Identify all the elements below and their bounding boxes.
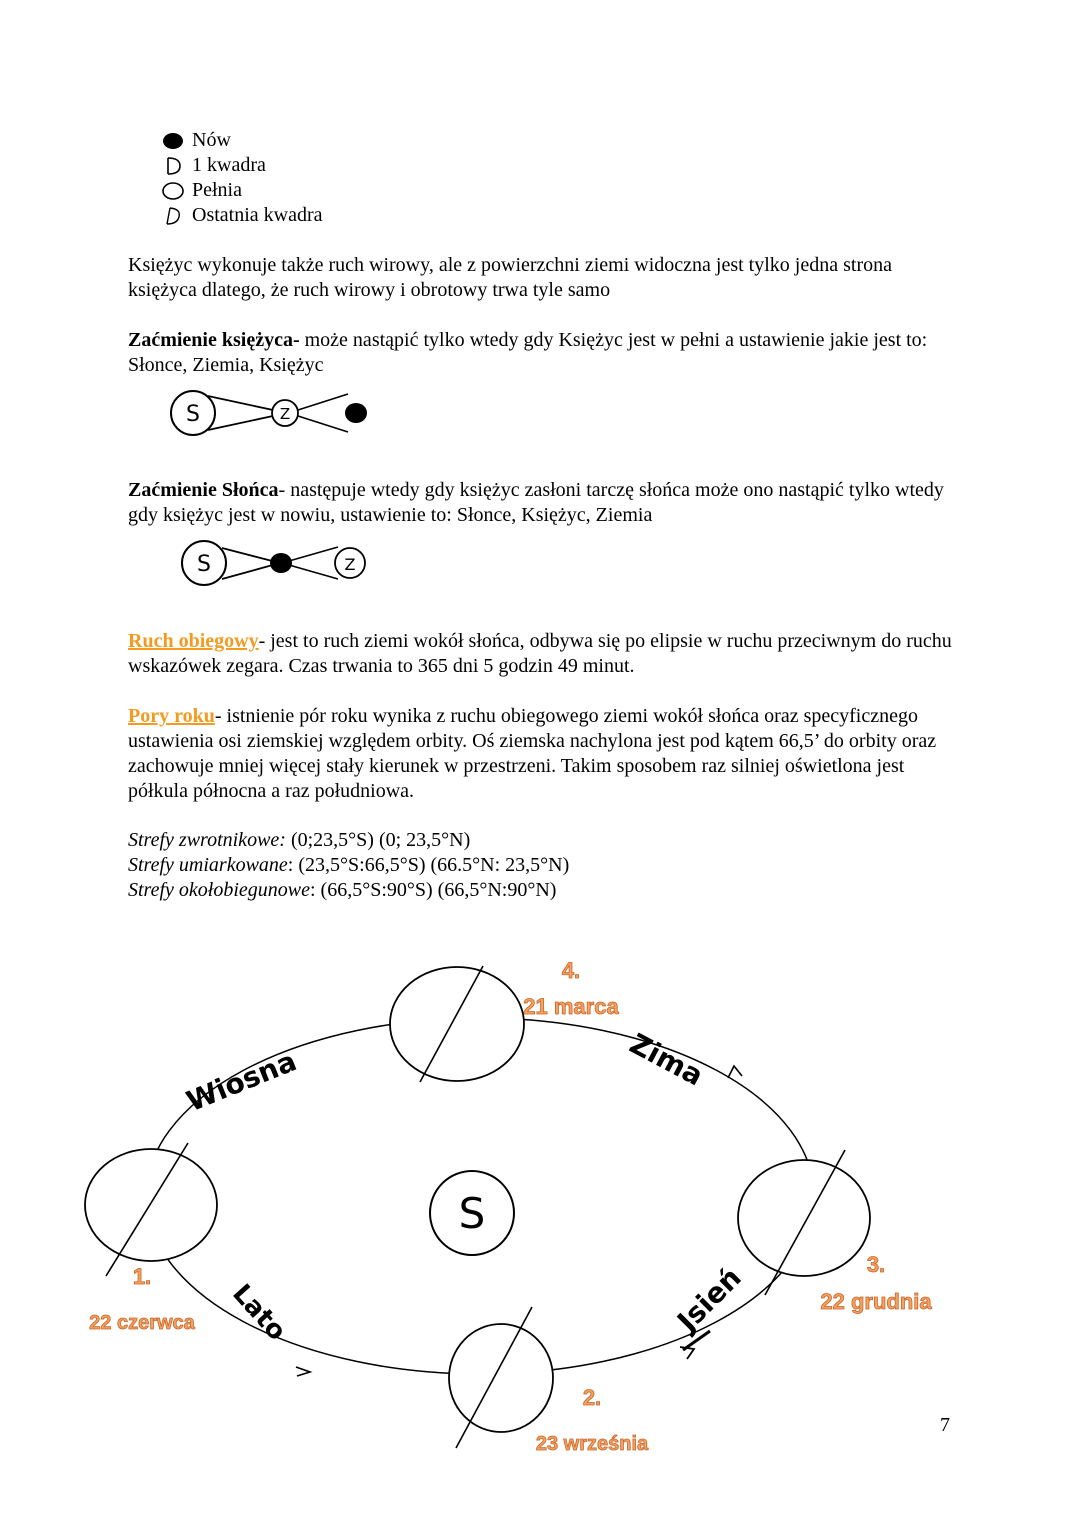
earth-position-right <box>738 1150 870 1295</box>
sun-label: S <box>458 1189 486 1238</box>
legend-item-new-moon <box>162 128 323 153</box>
position-number: 2. <box>582 1385 602 1410</box>
orbital-text: - jest to ruch ziemi wokół słońca, odbywa się po elipsie w ruchu przeciwnym do ruchu wskazówek zegara. Czas trwania to 365 dni 5 godzin 49 minut. <box>128 630 952 677</box>
zone-name: Strefy okołobiegunowe <box>128 879 310 901</box>
solar-eclipse-term: Zaćmienie Słońca <box>128 479 279 501</box>
seasons-text: - istnienie pór roku wynika z ruchu obiegowego ziemi wokół słońca oraz specyficznego ustawienia osi ziemskiej względem orbity. Oś ziemska nachylona jest pod kątem 66,5’ do orbity oraz zachowuje mniej więcej stały kierunek w przestrzeni. Takim sposobem raz silniej oświetlona jest półkula północna a raz południowa. <box>128 705 937 802</box>
sun-label: S <box>197 552 211 577</box>
seasons-term-link[interactable]: Pory roku <box>128 705 215 727</box>
new-moon-icon <box>162 130 184 152</box>
earth-position-bottom <box>449 1307 553 1448</box>
zone-tropical <box>128 828 569 853</box>
legend-item-last-quarter <box>162 203 323 228</box>
lunar-eclipse-paragraph <box>128 328 958 378</box>
position-number: 4. <box>561 958 581 983</box>
position-date: 22 grudnia <box>820 1289 932 1314</box>
orbit-arrow-icon <box>296 1367 310 1376</box>
orbital-term-link[interactable]: Ruch obiegowy <box>128 630 259 652</box>
full-moon-icon <box>162 180 184 202</box>
legend-item-full-moon <box>162 178 323 203</box>
legend-item-first-quarter <box>162 153 323 178</box>
position-date: 21 marca <box>523 994 619 1019</box>
zone-polar <box>128 878 569 903</box>
zone-name: Strefy zwrotnikowe: <box>128 829 286 851</box>
zone-value: (0;23,5°S) (0; 23,5°N) <box>285 829 471 851</box>
season-label-summer: Lato <box>226 1278 292 1347</box>
earth-label: Z <box>279 405 291 423</box>
lunar-eclipse-term: Zaćmienie księżyca- <box>128 329 300 351</box>
moon-dot <box>270 553 292 573</box>
legend-label: Nów <box>192 129 231 151</box>
position-number: 1. <box>132 1264 152 1289</box>
sun-label: S <box>186 402 200 427</box>
position-number: 3. <box>866 1252 886 1277</box>
orbital-paragraph <box>128 629 958 679</box>
moon-dot <box>345 403 367 423</box>
moon-phase-legend <box>162 128 323 228</box>
legend-label: 1 kwadra <box>192 154 266 176</box>
rotation-paragraph: Księżyc wykonuje także ruch wirowy, ale z powierzchni ziemi widoczna jest tylko jedna strona księżyca dlatego, że ruch wirowy i obrotowy trwa tyle samo <box>128 254 892 301</box>
lunar-eclipse-diagram <box>168 384 378 444</box>
climate-zones <box>128 828 569 903</box>
zone-name: Strefy umiarkowane <box>128 854 288 876</box>
solar-eclipse-paragraph <box>128 478 958 528</box>
orbit-arrow-icon <box>728 1066 742 1078</box>
earth-label: Z <box>344 555 356 574</box>
last-quarter-icon <box>162 205 184 227</box>
position-date: 23 września <box>535 1433 649 1455</box>
earth-position-top <box>390 966 524 1082</box>
legend-label: Pełnia <box>192 179 242 201</box>
season-label-spring: Wiosna <box>181 1044 302 1119</box>
orbit-diagram <box>0 940 1080 1460</box>
seasons-paragraph <box>128 704 958 804</box>
lunar-eclipse-text: może nastąpić tylko wtedy gdy Księżyc jest w pełni a ustawienie jakie jest to: Słonce, Ziemia, Księżyc <box>128 329 928 376</box>
solar-eclipse-text: - następuje wtedy gdy księżyc zasłoni tarczę słońca może ono nastąpić tylko wtedy gdy księżyc jest w nowiu, ustawienie to: Słonce, Księżyc, Ziemia <box>128 479 944 526</box>
earth-position-left <box>85 1143 217 1276</box>
season-label-autumn: Jsień <box>670 1260 748 1338</box>
position-date: 22 czerwca <box>89 1312 195 1334</box>
solar-eclipse-diagram <box>180 535 380 590</box>
zone-value: : (23,5°S:66,5°S) (66.5°N: 23,5°N) <box>287 854 570 876</box>
first-quarter-icon <box>162 155 184 177</box>
legend-label: Ostatnia kwadra <box>192 204 323 226</box>
page-number: 7 <box>940 1414 950 1436</box>
zone-value: : (66,5°S:90°S) (66,5°N:90°N) <box>310 879 557 901</box>
season-label-winter: Zima <box>624 1026 709 1093</box>
zone-temperate <box>128 853 569 878</box>
